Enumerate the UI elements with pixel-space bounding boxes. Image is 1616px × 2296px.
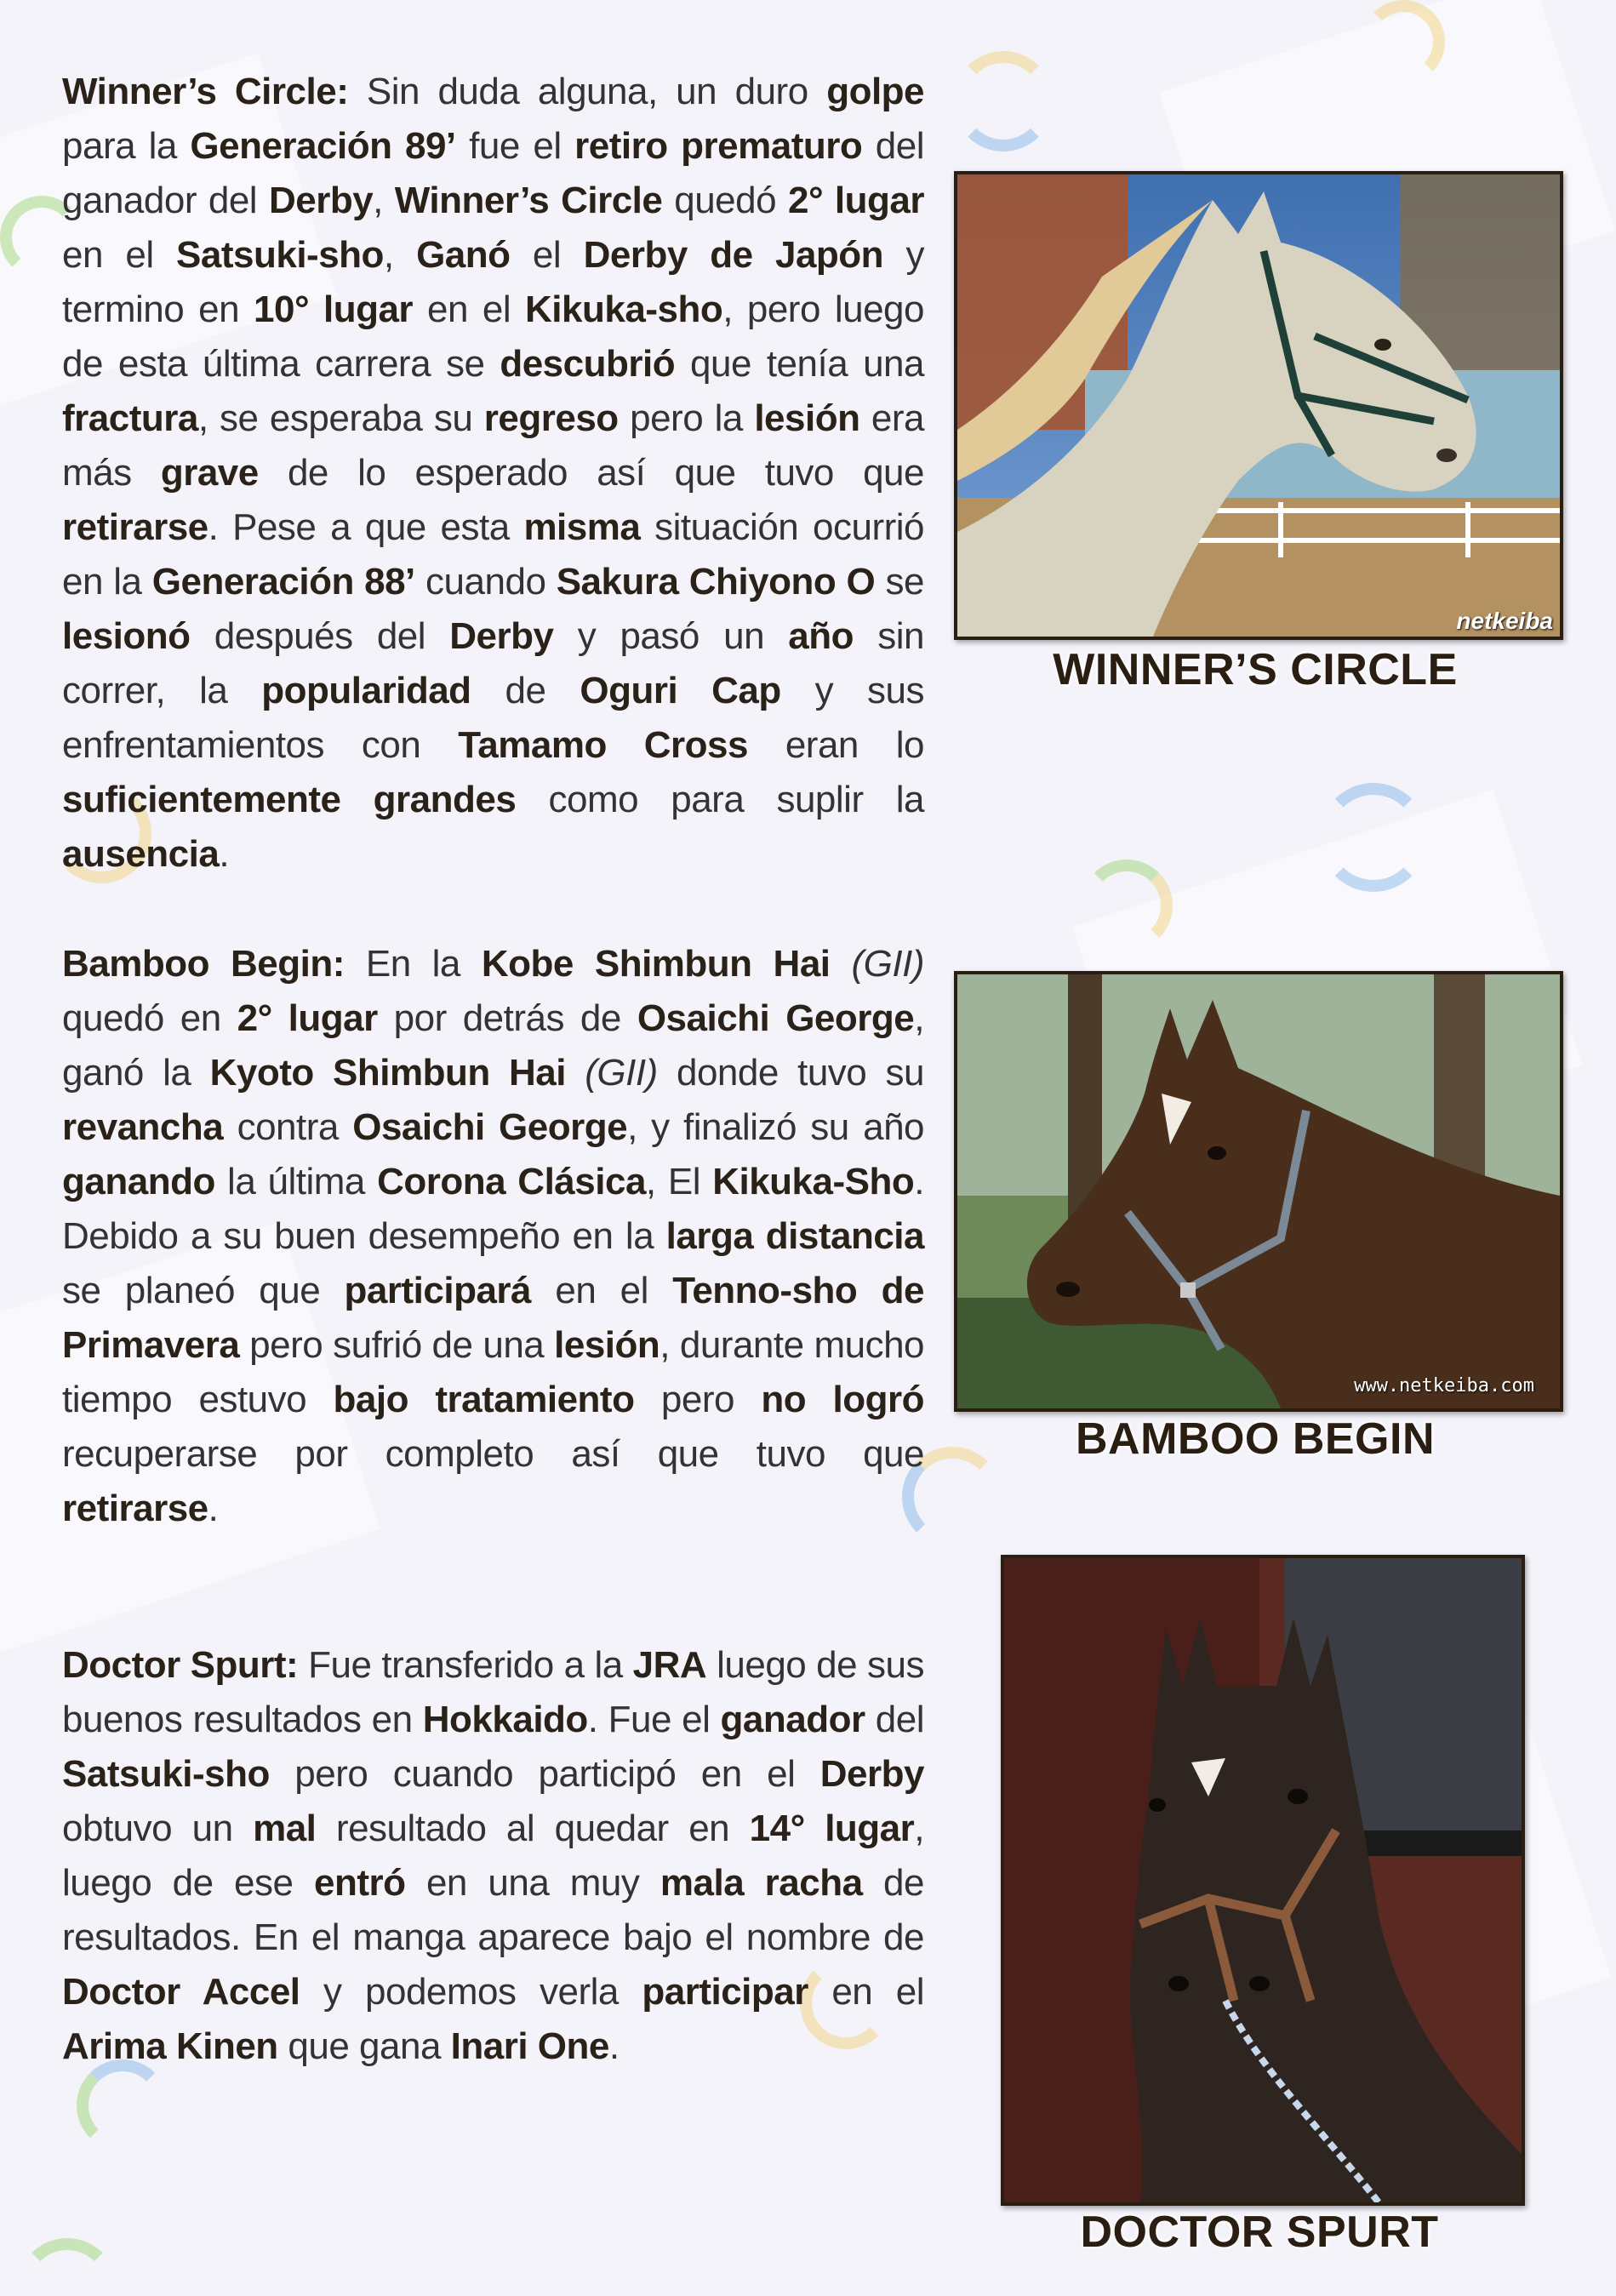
bold-text-run: Derby	[449, 615, 554, 657]
bold-text-run: fractura	[62, 397, 198, 439]
bold-text-run: mala racha	[660, 1862, 863, 1904]
bold-text-run: grave	[160, 452, 259, 494]
bold-text-run: ganando	[62, 1161, 215, 1202]
text-run: por detrás de	[377, 997, 637, 1039]
bold-text-run: Oguri Cap	[580, 670, 781, 711]
bold-text-run: bajo tratamiento	[333, 1379, 635, 1420]
text-run: Sin duda alguna, un duro	[348, 71, 827, 112]
text-run: en el	[62, 234, 177, 276]
text-run: . Debido a su buen desempeño en la	[62, 1161, 924, 1257]
text-run: que tenía una	[675, 343, 924, 385]
bold-text-run: Satsuki-sho	[62, 1753, 270, 1795]
text-run: como para suplir la	[516, 779, 924, 820]
text-run: .	[219, 833, 230, 875]
text-run: quedó	[662, 180, 788, 221]
text-run: se planeó que	[62, 1270, 345, 1311]
text-run: sin correr, la	[62, 615, 924, 711]
doctor-spurt-paragraph	[62, 1638, 924, 2074]
text-run: pero la	[618, 397, 755, 439]
bold-text-run: Sakura Chiyono O	[556, 561, 876, 603]
bold-text-run: Winner’s Circle:	[62, 71, 349, 112]
bold-text-run: popularidad	[261, 670, 471, 711]
bold-text-run: retiro prematuro	[574, 125, 863, 167]
text-run: obtuvo un	[62, 1808, 254, 1849]
text-run: resultado al quedar en	[316, 1808, 750, 1849]
bold-text-run: Doctor Accel	[62, 1971, 300, 2013]
text-run: .	[208, 1488, 219, 1529]
text-run: pero sufrió de una	[239, 1324, 555, 1366]
bold-text-run: suficientemente grandes	[62, 779, 517, 820]
text-run: que gana	[277, 2025, 451, 2067]
text-run: ,	[383, 234, 417, 276]
bold-text-run: Kyoto Shimbun Hai	[209, 1052, 566, 1094]
bold-text-run: Winner’s Circle	[394, 180, 663, 221]
bold-text-run: retirarse	[62, 1488, 208, 1529]
bold-text-run: Tamamo Cross	[458, 724, 748, 766]
italic-text-run: (GII)	[585, 1052, 658, 1094]
bold-text-run: Kikuka-Sho	[712, 1161, 915, 1202]
text-run: se	[875, 561, 924, 603]
bold-text-run: 2° lugar	[237, 997, 378, 1039]
text-run: situación ocurrió en la	[62, 506, 924, 603]
winners-circle-caption: WINNER’S CIRCLE	[1053, 645, 1458, 694]
bold-text-run: ganador	[720, 1699, 865, 1740]
bold-text-run: Generación 89’	[190, 125, 456, 167]
text-run: donde tuvo su	[657, 1052, 924, 1094]
text-run: , pero luego de esta última carrera se	[62, 288, 924, 385]
text-run	[566, 1052, 585, 1094]
bold-text-run: Doctor Spurt:	[62, 1644, 299, 1686]
bold-text-run: Satsuki-sho	[176, 234, 384, 276]
bold-text-run: Corona Clásica	[377, 1161, 646, 1202]
text-run: y podemos verla	[300, 1971, 642, 2013]
text-run: de	[471, 670, 580, 711]
bold-text-run: Generación 88’	[151, 561, 415, 603]
bamboo-begin-paragraph	[62, 937, 924, 1536]
bold-text-run: lesionó	[62, 615, 191, 657]
text-run: de lo esperado así que tuvo que	[258, 452, 924, 494]
bold-text-run: revancha	[62, 1106, 224, 1148]
text-run: en el	[808, 1971, 925, 2013]
text-run: el	[510, 234, 584, 276]
text-run: En la	[344, 943, 482, 985]
dark-horse-illustration	[1004, 1558, 1522, 2202]
bold-text-run: 14° lugar	[749, 1808, 915, 1849]
text-run: .	[608, 2025, 620, 2067]
text-run: . Pese a que esta	[208, 506, 524, 548]
text-run: quedó en	[62, 997, 237, 1039]
text-run: contra	[223, 1106, 353, 1148]
bold-text-run: Derby	[268, 180, 374, 221]
bold-text-run: larga distancia	[665, 1215, 924, 1257]
bold-text-run: Derby	[819, 1753, 924, 1795]
text-run: , El	[645, 1161, 713, 1202]
winners-circle-paragraph	[62, 65, 924, 882]
bamboo-begin-caption: BAMBOO BEGIN	[1076, 1414, 1435, 1464]
bold-text-run: no logró	[761, 1379, 924, 1420]
photo-watermark: www.netkeiba.com	[1354, 1375, 1534, 1396]
bold-text-run: Bamboo Begin:	[62, 943, 345, 985]
text-run: eran lo	[747, 724, 924, 766]
text-run: después del	[190, 615, 450, 657]
italic-text-run: (GII)	[851, 943, 924, 985]
bold-text-run: Inari One	[450, 2025, 609, 2067]
bold-text-run: entró	[313, 1862, 406, 1904]
bold-text-run: mal	[253, 1808, 317, 1849]
bold-text-run: Derby de Japón	[583, 234, 884, 276]
text-run: , luego de ese	[62, 1808, 925, 1904]
bold-text-run: 2° lugar	[787, 180, 924, 221]
bold-text-run: Hokkaido	[422, 1699, 588, 1740]
text-run: . Fue el	[587, 1699, 721, 1740]
text-run: pero cuando participó en el	[269, 1753, 820, 1795]
bold-text-run: JRA	[632, 1644, 707, 1686]
white-horse-illustration	[957, 174, 1560, 637]
text-run: pero	[634, 1379, 762, 1420]
text-run: del	[865, 1699, 924, 1740]
doctor-spurt-photo	[1001, 1555, 1525, 2206]
bold-text-run: Kobe Shimbun Hai	[481, 943, 831, 985]
text-run	[831, 943, 852, 985]
bay-horse-illustration	[957, 974, 1560, 1408]
text-run: y sus enfrentamientos con	[62, 670, 925, 766]
text-run: y termino en	[62, 234, 924, 330]
doctor-spurt-caption: DOCTOR SPURT	[1080, 2207, 1439, 2257]
bold-text-run: Ganó	[416, 234, 511, 276]
winners-circle-photo	[954, 171, 1563, 640]
bold-text-run: golpe	[826, 71, 925, 112]
bold-text-run: Osaichi George	[352, 1106, 628, 1148]
bold-text-run: año	[788, 615, 854, 657]
bold-text-run: lesión	[754, 397, 860, 439]
bold-text-run: ausencia	[62, 833, 220, 875]
text-run: era más	[62, 397, 925, 494]
bold-text-run: Kikuka-sho	[525, 288, 723, 330]
bold-text-run: Osaichi George	[637, 997, 915, 1039]
bold-text-run: misma	[523, 506, 641, 548]
bold-text-run: Arima Kinen	[62, 2025, 278, 2067]
text-run: fue el	[455, 125, 575, 167]
text-run: en el	[531, 1270, 673, 1311]
text-run: del ganador del	[62, 125, 924, 221]
text-run: para la	[62, 125, 191, 167]
bamboo-begin-photo	[954, 971, 1563, 1412]
text-run: , y finalizó su año	[627, 1106, 925, 1148]
text-run: , se esperaba su	[197, 397, 484, 439]
text-run: , ganó la	[62, 997, 924, 1094]
bold-text-run: retirarse	[62, 506, 208, 548]
text-run: cuando	[414, 561, 557, 603]
text-run: y pasó un	[553, 615, 789, 657]
bold-text-run: regreso	[483, 397, 619, 439]
text-run: la última	[214, 1161, 378, 1202]
bold-text-run: participará	[344, 1270, 532, 1311]
text-run: en el	[413, 288, 526, 330]
text-run: recuperarse por completo así que tuvo que	[62, 1433, 924, 1475]
bold-text-run: participar	[642, 1971, 808, 2013]
text-run: ,	[373, 180, 395, 221]
bold-text-run: descubrió	[500, 343, 676, 385]
bold-text-run: Tenno-sho de Primavera	[62, 1270, 924, 1366]
photo-watermark: netkeiba	[1456, 608, 1553, 634]
bold-text-run: 10° lugar	[254, 288, 414, 330]
text-run: de resultados. En el manga aparece bajo el nombre de	[62, 1862, 924, 1958]
text-run: Fue transferido a la	[298, 1644, 633, 1686]
text-run: , durante mucho tiempo estuvo	[62, 1324, 925, 1420]
text-run: luego de sus buenos resultados en	[62, 1644, 924, 1740]
text-run: en una muy	[405, 1862, 660, 1904]
bold-text-run: lesión	[554, 1324, 660, 1366]
